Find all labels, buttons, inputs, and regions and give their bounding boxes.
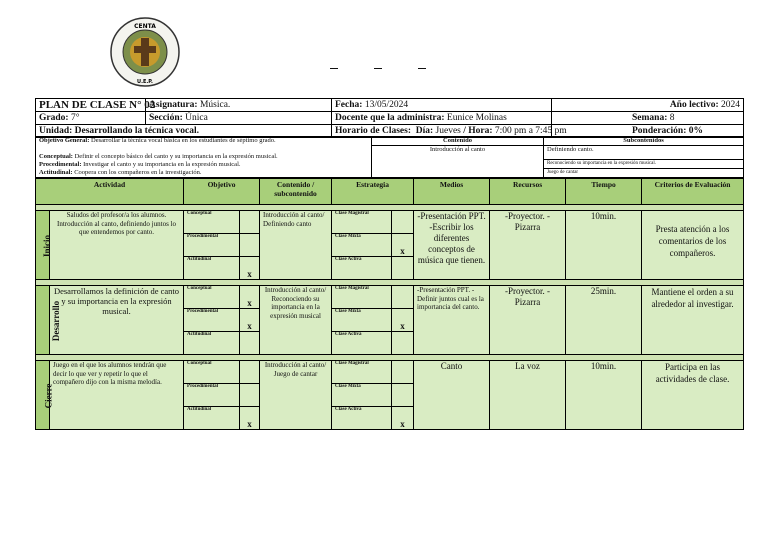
col-criterios: Criterios de Evaluación xyxy=(642,179,744,205)
criteria-text: Presta atención a los comentarios de los compañeros. xyxy=(642,211,744,280)
resources-text: La voz xyxy=(490,361,566,430)
objectives-table xyxy=(35,136,744,178)
strategy-type: Clase Activa xyxy=(332,332,392,355)
fecha-cell: Fecha: 13/05/2024 xyxy=(332,99,552,112)
objective-mark: x xyxy=(240,286,260,309)
anio-cell: Año lectivo: 2024 xyxy=(552,99,744,112)
section-row-inicio xyxy=(36,211,744,234)
objective-type: Procedimental xyxy=(184,384,240,407)
criteria-text: Participa en las actividades de clase. xyxy=(642,361,744,430)
strategy-type: Clase Magistral xyxy=(332,286,392,309)
contenido-value: Introducción al canto xyxy=(372,146,544,178)
strategy-type: Clase Activa xyxy=(332,257,392,280)
section-row-cierre xyxy=(36,361,744,384)
seccion-cell: Sección: Única xyxy=(146,112,332,125)
col-actividad: Actividad xyxy=(36,179,184,205)
subcontenido-item: Juego de cantar xyxy=(544,169,744,178)
horario-cell: Horario de Clases: Día: Jueves / Hora: 7:00 pm a 7:45 pm xyxy=(332,125,552,138)
strategy-type: Clase Mixta xyxy=(332,309,392,332)
stage-label: Desarrollo xyxy=(36,286,50,355)
col-estrategia: Estrategia xyxy=(332,179,414,205)
activity-text: Saludos del profesor/a los alumnos. Introducción al canto, definiendo juntos lo que entendemos por canto. xyxy=(50,211,184,280)
subcontenido-item: Definiendo canto. xyxy=(544,146,744,160)
media-text: Canto xyxy=(414,361,490,430)
objective-mark: x xyxy=(240,309,260,332)
time-text: 25min. xyxy=(566,286,642,355)
objective-type: Procedimental xyxy=(184,234,240,257)
lesson-plan-table xyxy=(35,178,744,430)
strategy-mark xyxy=(392,384,414,407)
strategy-mark: x xyxy=(392,234,414,257)
col-contenido: Contenido / subcontenido xyxy=(260,179,332,205)
objective-mark xyxy=(240,332,260,355)
objective-type: Actitudinal xyxy=(184,407,240,430)
col-objetivo: Objetivo xyxy=(184,179,260,205)
time-text: 10min. xyxy=(566,211,642,280)
objective-type: Actitudinal xyxy=(184,257,240,280)
svg-text:CENTA: CENTA xyxy=(134,23,156,30)
strategy-type: Clase Activa xyxy=(332,407,392,430)
strategy-mark xyxy=(392,211,414,234)
objectives-cell: Objetivo General: Desarrollar la técnica vocal básica en los estudiantes de séptimo grado. Conceptual: Definir el concepto básico del canto y su importancia en la expresión musical. Procedimental: Investigar el canto y su importancia en la expresión musical. Actitudinal: Coopera con los compañeros en la investigación. xyxy=(36,137,372,178)
content-text: Introducción al canto/ Definiendo canto xyxy=(260,211,332,280)
docente-cell: Docente que la administra: Eunice Molinas xyxy=(332,112,552,125)
objective-mark: x xyxy=(240,257,260,280)
stage-label: Inicio xyxy=(36,211,50,280)
objective-mark xyxy=(240,211,260,234)
col-medios: Medios xyxy=(414,179,490,205)
school-seal-logo xyxy=(106,16,184,88)
unidad-cell: Unidad: Desarrollando la técnica vocal. xyxy=(36,125,332,138)
objective-mark xyxy=(240,361,260,384)
plan-title: PLAN DE CLASE N° 02 xyxy=(36,99,146,112)
asignatura-cell: Asignatura: Música. xyxy=(146,99,332,112)
resources-text: -Proyector. -Pizarra xyxy=(490,286,566,355)
objective-mark xyxy=(240,234,260,257)
svg-text:U.E.P.: U.E.P. xyxy=(137,79,153,85)
strategy-mark xyxy=(392,257,414,280)
time-text: 10min. xyxy=(566,361,642,430)
objective-type: Conceptual xyxy=(184,286,240,309)
objective-type: Conceptual xyxy=(184,211,240,234)
strategy-type: Clase Magistral xyxy=(332,211,392,234)
strategy-mark: x xyxy=(392,407,414,430)
content-text: Introducción al canto/ Reconociendo su importancia en la expresión musical xyxy=(260,286,332,355)
contenido-header: Contenido xyxy=(372,137,544,146)
plan-header-table xyxy=(35,98,744,138)
stage-label: Cierre xyxy=(36,361,50,430)
col-recursos: Recursos xyxy=(490,179,566,205)
strategy-type: Clase Magistral xyxy=(332,361,392,384)
header-dashes xyxy=(330,60,462,72)
activity-text: Desarrollamos la definición de canto y su importancia en la expresión musical. xyxy=(50,286,184,355)
criteria-text: Mantiene el orden a su alrededor al investigar. xyxy=(642,286,744,355)
ponderacion-cell: Ponderación: 0% xyxy=(552,125,744,138)
media-text: -Presentación PPT. -Definir juntos cual es la importancia del canto. xyxy=(414,286,490,355)
col-tiempo: Tiempo xyxy=(566,179,642,205)
strategy-type: Clase Mixta xyxy=(332,384,392,407)
strategy-mark xyxy=(392,361,414,384)
subcontenido-item: Reconociendo su importancia en la expresión musical. xyxy=(544,160,744,169)
strategy-type: Clase Mixta xyxy=(332,234,392,257)
objective-mark: x xyxy=(240,407,260,430)
strategy-mark: x xyxy=(392,309,414,332)
objective-type: Actitudinal xyxy=(184,332,240,355)
strategy-mark xyxy=(392,332,414,355)
grado-cell: Grado: 7° xyxy=(36,112,146,125)
objective-type: Procedimental xyxy=(184,309,240,332)
activity-text: Juego en el que los alumnos tendrán que decir lo que ver y repetir lo que el compañero dijo con la misma melodía. xyxy=(50,361,184,430)
media-text: -Presentación PPT. -Escribir los diferentes conceptos de música que tienen. xyxy=(414,211,490,280)
objective-mark xyxy=(240,384,260,407)
subcontenidos-header: Subcontenidos xyxy=(544,137,744,146)
semana-cell: Semana: 8 xyxy=(552,112,744,125)
resources-text: -Proyector. -Pizarra xyxy=(490,211,566,280)
content-text: Introducción al canto/ Juego de cantar xyxy=(260,361,332,430)
objective-type: Conceptual xyxy=(184,361,240,384)
section-row-desarrollo xyxy=(36,286,744,309)
strategy-mark xyxy=(392,286,414,309)
